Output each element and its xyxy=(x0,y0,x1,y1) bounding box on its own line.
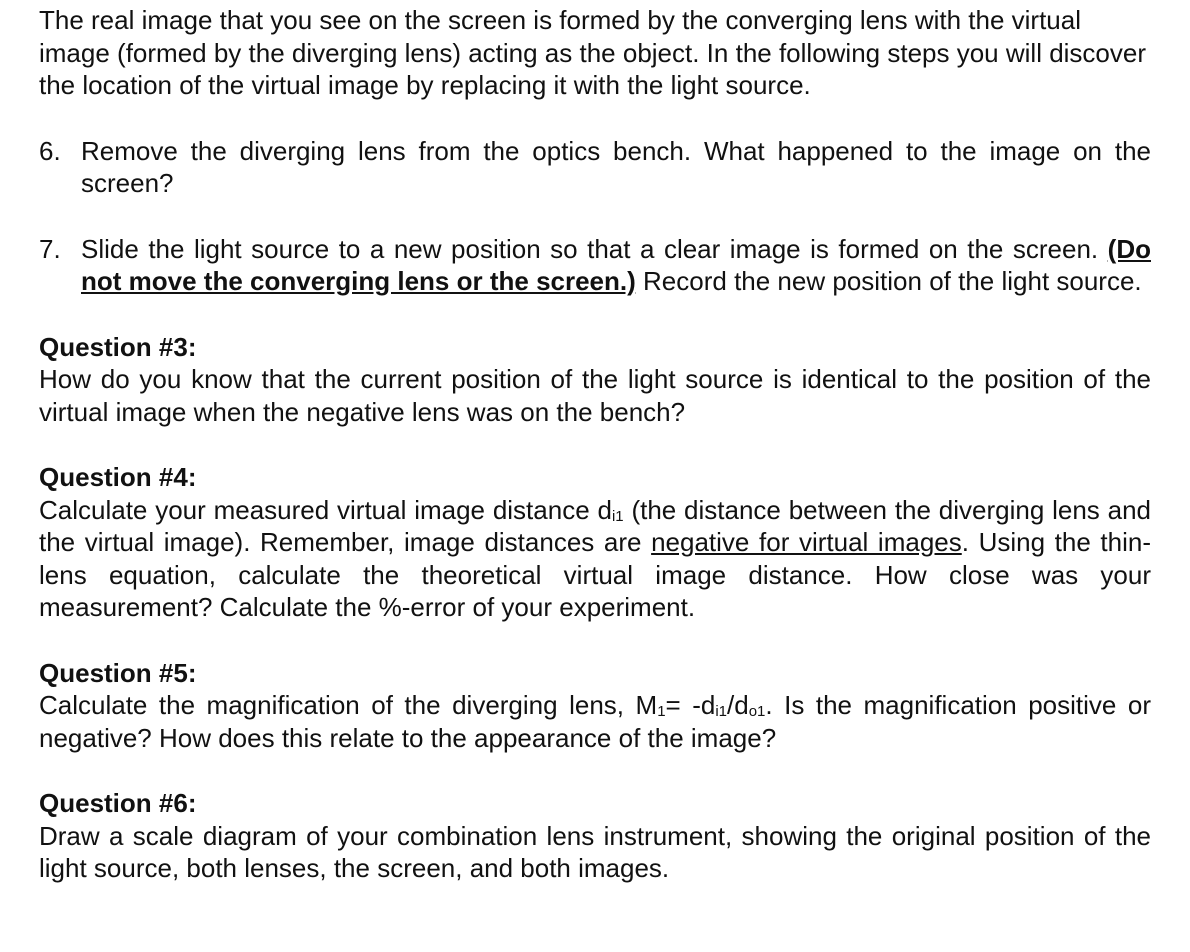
intro-paragraph: The real image that you see on the screen is formed by the converging lens with the virtual image (formed by the diverging lens) acting as the object. In the following steps you will discover the location of the virtual image by replacing it with the light source. xyxy=(39,5,1147,100)
step-6-text: Remove the diverging lens from the optics bench. What happened to the image on the screen? xyxy=(81,135,1151,198)
q5-text-part-4: . Is the magnification positive or negative? How does this relate to the appearance of the image? xyxy=(39,690,1151,753)
q4-text-part-1: Calculate your measured virtual image distance d xyxy=(39,494,612,525)
question-4 xyxy=(39,461,1151,624)
question-6-text: Draw a scale diagram of your combination lens instrument, showing the original position of the light source, both lenses, the screen, and both images. xyxy=(39,820,1151,883)
question-5-text xyxy=(39,689,1151,754)
step-6 xyxy=(39,135,1151,200)
q5-text-part-2: = -d xyxy=(665,690,716,720)
q4-underlined-phrase: negative for virtual images xyxy=(651,527,962,557)
q4-subscript-i1: i1 xyxy=(611,507,624,525)
step-6-number: 6. xyxy=(39,135,61,166)
q4-text-part-3: . Using the thin-lens equation, calculate the theoretical virtual image distance. How close was your measurement? Calculate the %-error of your experiment. xyxy=(39,527,1152,622)
step-7-text-before: Slide the light source to a new position so that a clear image is formed on the screen. xyxy=(81,233,1099,264)
step-7-number: 7. xyxy=(39,233,61,264)
q4-text-part-2: (the distance between the diverging lens and the virtual image). Remember, image distances are xyxy=(39,494,1151,557)
question-3 xyxy=(39,331,1151,429)
question-4-text xyxy=(39,494,1151,624)
question-6-heading: Question #6: xyxy=(39,788,197,818)
step-7-emphasis: (Do not move the converging lens or the screen.) xyxy=(81,233,1151,296)
step-7 xyxy=(39,233,1151,298)
q5-subscript-1: 1 xyxy=(657,703,666,720)
q5-text-part-1: Calculate the magnification of the diverging lens, M xyxy=(39,690,658,720)
question-6 xyxy=(39,787,1151,885)
step-7-text-after: Record the new position of the light source. xyxy=(643,266,1142,296)
question-3-heading: Question #3: xyxy=(39,331,197,362)
question-3-text: How do you know that the current position of the light source is identical to the position of the virtual image when the negative lens was on the bench? xyxy=(39,364,1151,427)
q5-subscript-o1: o1 xyxy=(748,703,766,720)
q5-subscript-i1: i1 xyxy=(715,703,728,720)
question-4-heading: Question #4: xyxy=(39,462,197,492)
question-5 xyxy=(39,657,1151,755)
question-5-heading: Question #5: xyxy=(39,657,197,688)
document-page xyxy=(39,4,1151,885)
q5-text-part-3: /d xyxy=(727,690,749,720)
